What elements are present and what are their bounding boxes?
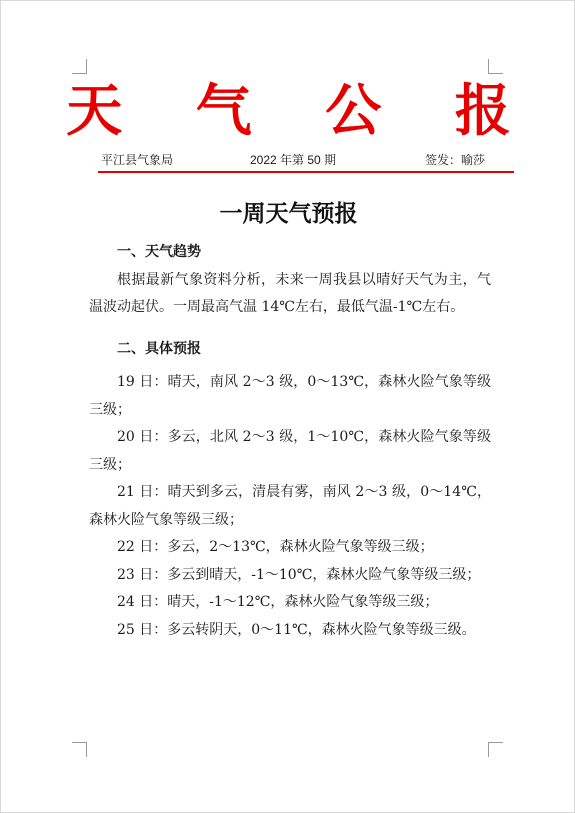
- forecast-day-21: 21 日：晴天到多云，清晨有雾，南风 2～3 级，0～14℃，森林火险气象等级三级；: [89, 484, 491, 528]
- signer-label: 签发：喻莎: [424, 153, 485, 167]
- issue-line: [101, 151, 485, 169]
- crop-mark-top-left: [72, 59, 87, 74]
- crop-mark-bottom-right: [488, 742, 503, 757]
- document-title: 一周天气预报: [219, 201, 358, 227]
- forecast-day-20: 20 日：多云，北风 2～3 级，1～10℃，森林火险气象等级三级；: [89, 429, 491, 473]
- forecast-day-22: 22 日：多云，2～13℃，森林火险气象等级三级；: [117, 539, 434, 555]
- section-heading-forecast: 二、具体预报: [117, 340, 201, 357]
- forecast-day-25: 25 日：多云转阴天，0～11℃，森林火险气象等级三级。: [117, 621, 476, 638]
- issue-number: 2022 年第 50 期: [249, 153, 337, 167]
- red-divider: [98, 171, 514, 173]
- forecast-day-23: 23 日：多云到晴天，-1～10℃，森林火险气象等级三级；: [117, 566, 481, 583]
- issuer-label: 平江县气象局: [101, 153, 174, 167]
- masthead-title: 天 气 公 报: [66, 79, 538, 144]
- crop-mark-top-right: [488, 59, 503, 74]
- forecast-day-24: 24 日：晴天，-1～12℃，森林火险气象等级三级；: [117, 594, 439, 610]
- crop-mark-bottom-left: [72, 742, 87, 757]
- trend-paragraph: 根据最新气象资料分析，未来一周我县以晴好天气为主，气温波动起伏。一周最高气温 14℃左右，最低气温-1℃左右。: [89, 271, 491, 315]
- section-heading-trend: 一、天气趋势: [117, 244, 201, 260]
- document-body: [89, 239, 491, 644]
- forecast-day-19: 19 日：晴天，南风 2～3 级，0～13℃，森林火险气象等级三级；: [89, 374, 491, 418]
